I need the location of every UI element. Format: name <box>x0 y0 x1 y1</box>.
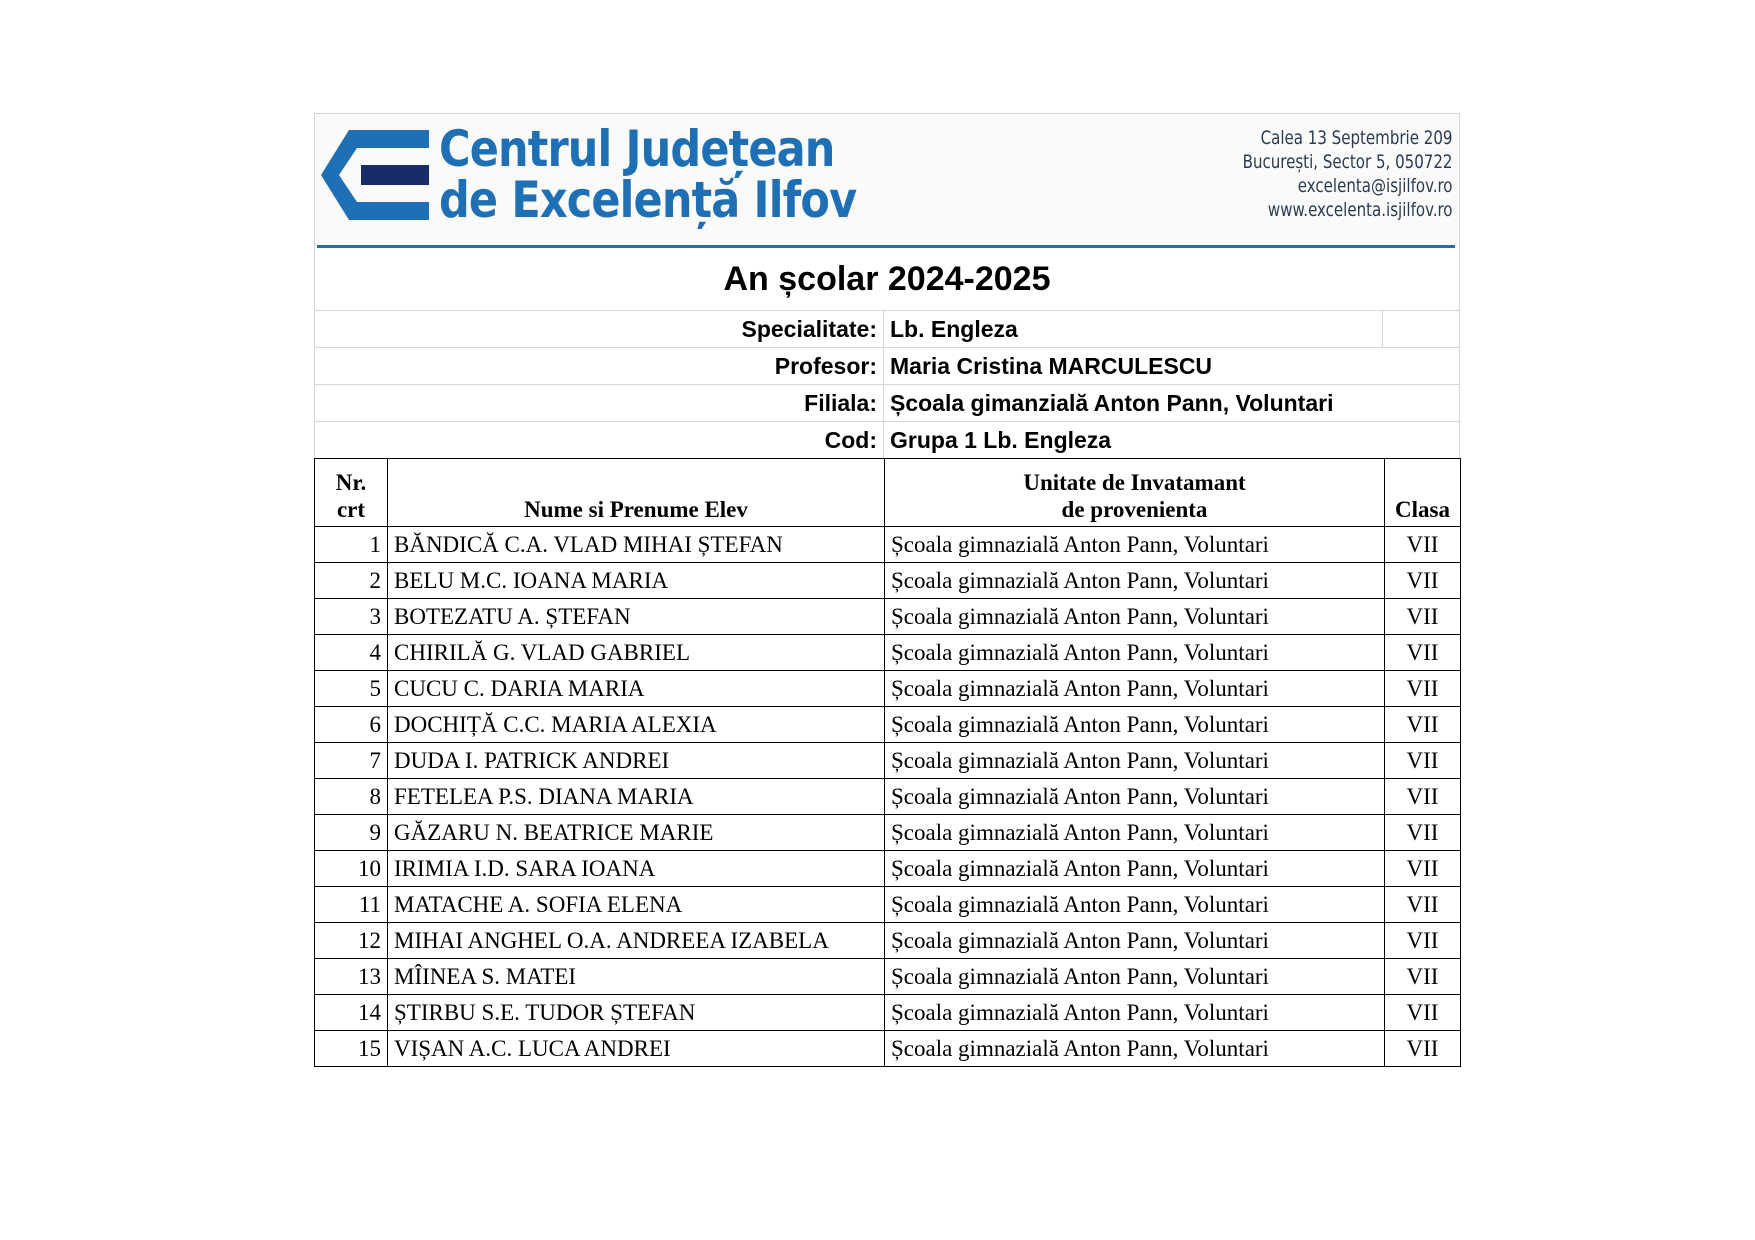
student-name: CUCU C. DARIA MARIA <box>388 671 885 707</box>
row-number: 13 <box>315 959 388 995</box>
class-value: VII <box>1385 527 1461 563</box>
row-number: 12 <box>315 923 388 959</box>
filiala-value: Școala gimanzială Anton Pann, Voluntari <box>890 390 1334 416</box>
letterhead <box>314 113 1460 248</box>
document-page <box>314 113 1460 1067</box>
info-block <box>314 248 1460 458</box>
table-row <box>315 599 1461 635</box>
table-row <box>315 959 1461 995</box>
class-value: VII <box>1385 671 1461 707</box>
student-name: FETELEA P.S. DIANA MARIA <box>388 779 885 815</box>
row-number: 2 <box>315 563 388 599</box>
school-unit: Școala gimnazială Anton Pann, Voluntari <box>885 851 1385 887</box>
student-name: BOTEZATU A. ȘTEFAN <box>388 599 885 635</box>
address-line2: București, Sector 5, 050722 <box>1242 151 1452 173</box>
table-row <box>315 887 1461 923</box>
school-unit: Școala gimnazială Anton Pann, Voluntari <box>885 671 1385 707</box>
org-name-line1: Centrul Județean <box>439 120 835 178</box>
table-row <box>315 743 1461 779</box>
table-row <box>315 1031 1461 1067</box>
table-row <box>315 779 1461 815</box>
student-name: MATACHE A. SOFIA ELENA <box>388 887 885 923</box>
row-number: 4 <box>315 635 388 671</box>
school-unit: Școala gimnazială Anton Pann, Voluntari <box>885 815 1385 851</box>
address-line1: Calea 13 Septembrie 209 <box>1260 127 1452 149</box>
student-name: DOCHIȚĂ C.C. MARIA ALEXIA <box>388 707 885 743</box>
email-link[interactable]: excelenta@isjilfov.ro <box>1297 175 1452 197</box>
row-number: 7 <box>315 743 388 779</box>
table-row <box>315 923 1461 959</box>
class-value: VII <box>1385 959 1461 995</box>
student-name: MIHAI ANGHEL O.A. ANDREEA IZABELA <box>388 923 885 959</box>
filiala-label: Filiala: <box>315 385 884 421</box>
profesor-label: Profesor: <box>315 348 884 384</box>
school-unit: Școala gimnazială Anton Pann, Voluntari <box>885 995 1385 1031</box>
student-name: VIȘAN A.C. LUCA ANDREI <box>388 1031 885 1067</box>
student-name: BELU M.C. IOANA MARIA <box>388 563 885 599</box>
students-table <box>314 458 1461 1067</box>
class-value: VII <box>1385 923 1461 959</box>
row-number: 9 <box>315 815 388 851</box>
student-name: CHIRILĂ G. VLAD GABRIEL <box>388 635 885 671</box>
row-number: 3 <box>315 599 388 635</box>
student-name: GĂZARU N. BEATRICE MARIE <box>388 815 885 851</box>
specialitate-label: Specialitate: <box>315 311 884 347</box>
header-unit-line1: Unitate de Invatamant <box>1023 470 1246 495</box>
class-value: VII <box>1385 635 1461 671</box>
specialitate-row <box>315 311 1459 348</box>
cod-value: Grupa 1 Lb. Engleza <box>890 427 1112 453</box>
class-value: VII <box>1385 1031 1461 1067</box>
school-year-title: An școlar 2024-2025 <box>315 248 1459 311</box>
table-row <box>315 995 1461 1031</box>
row-number: 5 <box>315 671 388 707</box>
contact-block <box>1242 126 1452 222</box>
student-name: BĂNDICĂ C.A. VLAD MIHAI ȘTEFAN <box>388 527 885 563</box>
row-number: 1 <box>315 527 388 563</box>
student-name: IRIMIA I.D. SARA IOANA <box>388 851 885 887</box>
school-unit: Școala gimnazială Anton Pann, Voluntari <box>885 707 1385 743</box>
profesor-row <box>315 348 1459 385</box>
school-unit: Școala gimnazială Anton Pann, Voluntari <box>885 959 1385 995</box>
school-unit: Școala gimnazială Anton Pann, Voluntari <box>885 887 1385 923</box>
row-number: 10 <box>315 851 388 887</box>
org-name-line2: de Excelență Ilfov <box>439 171 857 229</box>
school-unit: Școala gimnazială Anton Pann, Voluntari <box>885 599 1385 635</box>
website-link[interactable]: www.excelenta.isjilfov.ro <box>1267 199 1452 221</box>
class-value: VII <box>1385 995 1461 1031</box>
row-number: 8 <box>315 779 388 815</box>
student-name: ȘTIRBU S.E. TUDOR ȘTEFAN <box>388 995 885 1031</box>
specialitate-value: Lb. Engleza <box>890 316 1018 342</box>
table-header-row <box>315 459 1461 527</box>
header-nr-line2: crt <box>336 497 366 522</box>
header-nr-crt <box>315 459 388 527</box>
cod-row <box>315 422 1459 458</box>
cod-label: Cod: <box>315 422 884 458</box>
header-name: Nume si Prenume Elev <box>388 459 885 527</box>
row-number: 6 <box>315 707 388 743</box>
table-row <box>315 707 1461 743</box>
student-name: DUDA I. PATRICK ANDREI <box>388 743 885 779</box>
school-unit: Școala gimnazială Anton Pann, Voluntari <box>885 527 1385 563</box>
class-value: VII <box>1385 563 1461 599</box>
table-row <box>315 635 1461 671</box>
student-name: MÎINEA S. MATEI <box>388 959 885 995</box>
organization-name <box>439 120 857 229</box>
header-divider <box>317 245 1455 248</box>
school-unit: Școala gimnazială Anton Pann, Voluntari <box>885 779 1385 815</box>
class-value: VII <box>1385 851 1461 887</box>
empty-cell <box>1382 311 1459 347</box>
table-row <box>315 671 1461 707</box>
row-number: 14 <box>315 995 388 1031</box>
table-row <box>315 563 1461 599</box>
class-value: VII <box>1385 743 1461 779</box>
class-value: VII <box>1385 887 1461 923</box>
school-unit: Școala gimnazială Anton Pann, Voluntari <box>885 1031 1385 1067</box>
school-unit: Școala gimnazială Anton Pann, Voluntari <box>885 635 1385 671</box>
header-class: Clasa <box>1385 459 1461 527</box>
filiala-row <box>315 385 1459 422</box>
header-unit <box>885 459 1385 527</box>
class-value: VII <box>1385 779 1461 815</box>
school-unit: Școala gimnazială Anton Pann, Voluntari <box>885 923 1385 959</box>
school-unit: Școala gimnazială Anton Pann, Voluntari <box>885 743 1385 779</box>
table-row <box>315 851 1461 887</box>
header-nr-line1: Nr. <box>335 470 367 495</box>
row-number: 11 <box>315 887 388 923</box>
profesor-value: Maria Cristina MARCULESCU <box>890 353 1213 379</box>
class-value: VII <box>1385 707 1461 743</box>
table-row <box>315 815 1461 851</box>
header-unit-line2: de provenienta <box>1061 497 1208 522</box>
table-row <box>315 527 1461 563</box>
school-unit: Școala gimnazială Anton Pann, Voluntari <box>885 563 1385 599</box>
class-value: VII <box>1385 599 1461 635</box>
class-value: VII <box>1385 815 1461 851</box>
row-number: 15 <box>315 1031 388 1067</box>
cje-logo-icon <box>321 126 433 224</box>
